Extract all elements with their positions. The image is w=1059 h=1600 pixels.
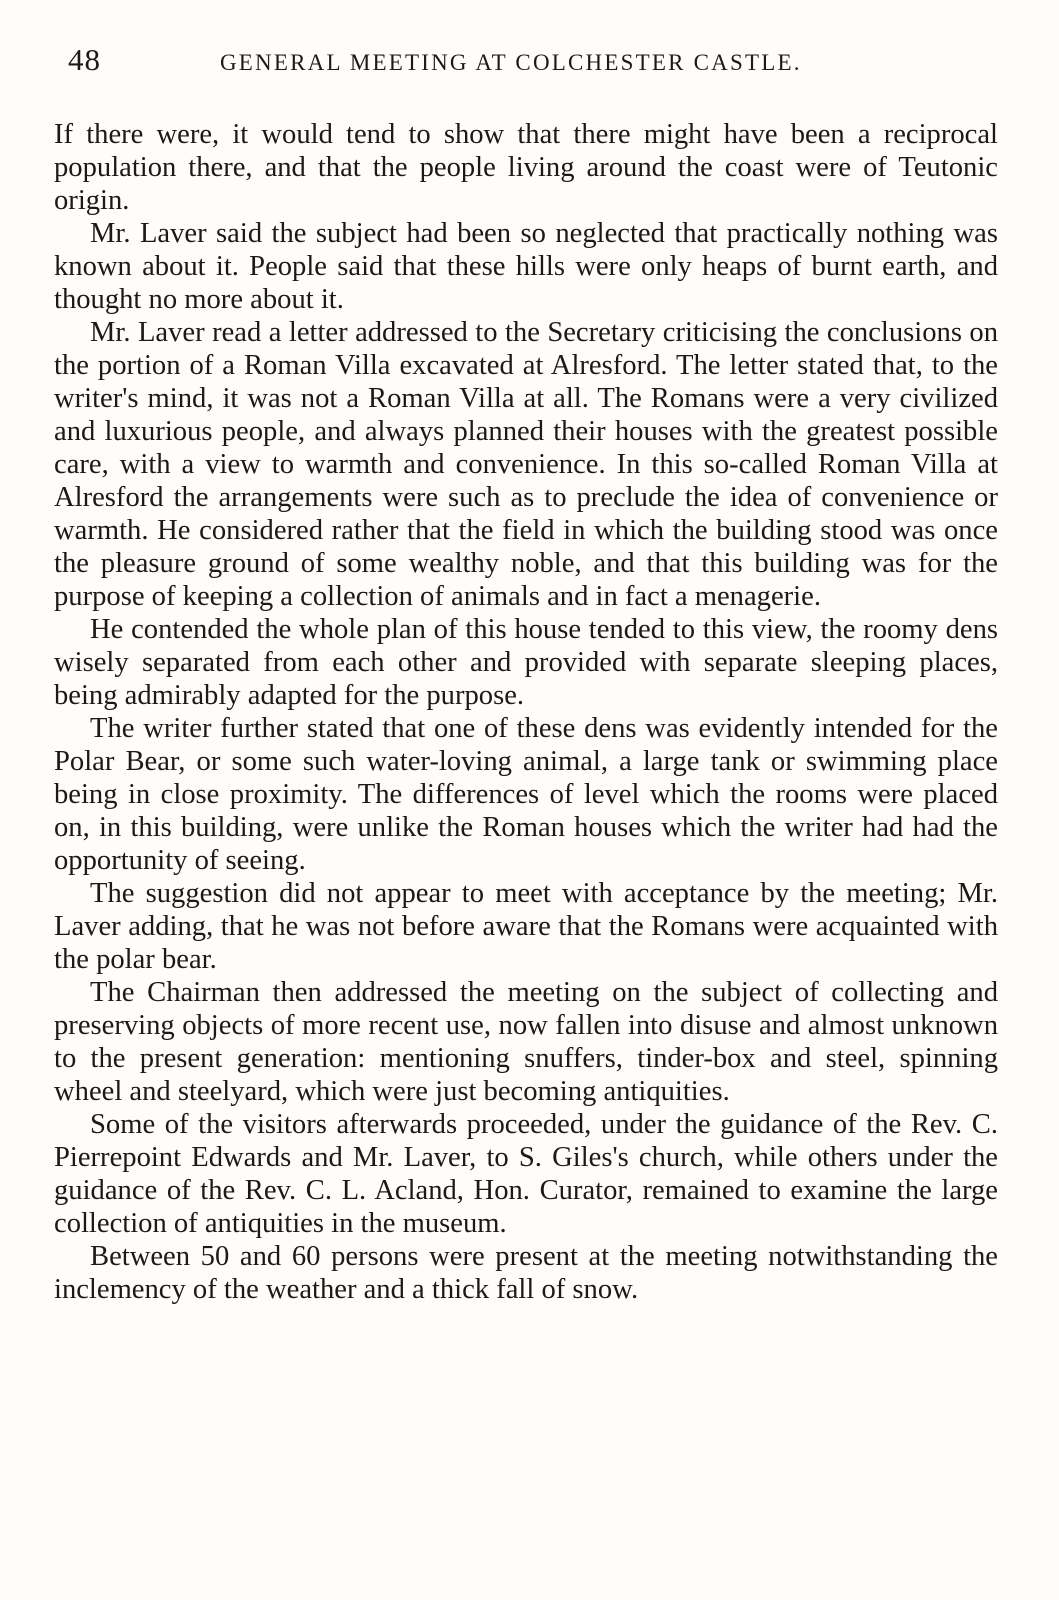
paragraph: The suggestion did not appear to meet with acceptance by the meeting; Mr. Laver adding, that he was not before aware that the Romans were acquainted with the polar bear.	[54, 878, 998, 975]
running-title: GENERAL MEETING AT COLCHESTER CASTLE.	[220, 50, 802, 75]
paragraph: Mr. Laver said the subject had been so neglected that practically nothing was known about it. People said that these hills were only heaps of burnt earth, and thought no more about it.	[54, 218, 998, 315]
paragraph: Some of the visitors afterwards proceeded, under the guidance of the Rev. C. Pierrepoint Edwards and Mr. Laver, to S. Giles's church, while others under the guidance of the Rev. C. L. Acland, Hon. Curator, remained to examine the large collection of antiquities in the museum.	[54, 1109, 998, 1239]
paragraph: The writer further stated that one of these dens was evidently intended for the Polar Bear, or some such water-loving animal, a large tank or swimming place being in close proximity. The differences of level which the rooms were placed on, in this building, were unlike the Roman houses which the writer had had the opportunity of seeing.	[54, 713, 998, 876]
paragraph-continued: If there were, it would tend to show that there might have been a reciprocal population there, and that the people living around the coast were of Teutonic origin.	[54, 119, 998, 216]
body-text	[54, 118, 998, 1306]
paragraph: Between 50 and 60 persons were present at the meeting notwithstanding the inclemency of the weather and a thick fall of snow.	[54, 1241, 998, 1305]
paragraph: He contended the whole plan of this house tended to this view, the roomy dens wisely separated from each other and provided with separate sleeping places, being admirably adapted for the purpose.	[54, 614, 998, 711]
paragraph: Mr. Laver read a letter addressed to the Secretary criticising the conclusions on the portion of a Roman Villa excavated at Alresford. The letter stated that, to the writer's mind, it was not a Roman Villa at all. The Romans were a very civilized and luxurious people, and always planned their houses with the greatest possible care, with a view to warmth and convenience. In this so-called Roman Villa at Alresford the arrangements were such as to preclude the idea of convenience or warmth. He considered rather that the field in which the building stood was once the pleasure ground of some wealthy noble, and that this building was for the purpose of keeping a collection of animals and in fact a menagerie.	[54, 317, 998, 612]
page-header	[68, 42, 868, 82]
paragraph: The Chairman then addressed the meeting on the subject of collecting and preserving objects of more recent use, now fallen into disuse and almost unknown to the present generation: mentioning snuffers, tinder-box and steel, spinning wheel and steelyard, which were just becoming antiquities.	[54, 977, 998, 1107]
page-number: 48	[68, 42, 101, 77]
